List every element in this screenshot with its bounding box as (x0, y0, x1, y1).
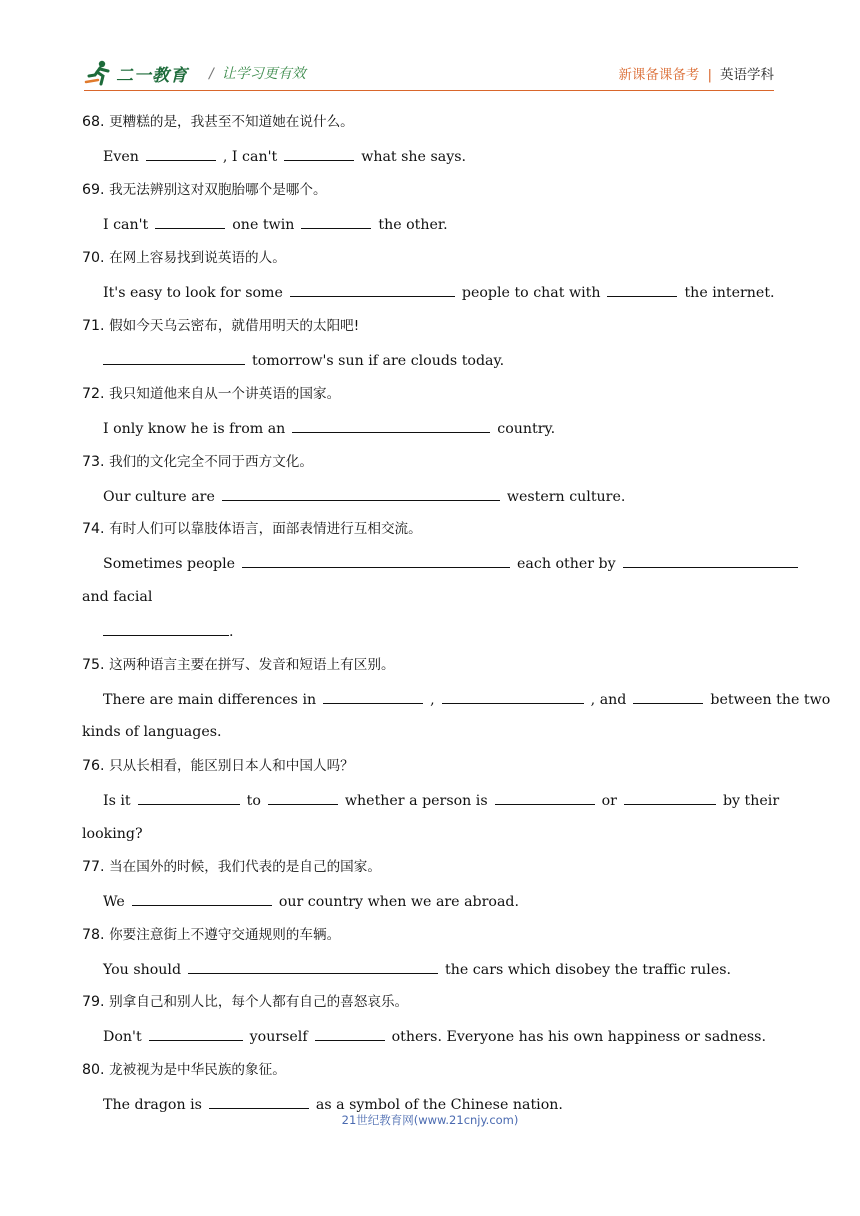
question-70-sentence (103, 283, 775, 302)
question-75-prompt (82, 656, 395, 674)
question-chinese: 我无法辨别这对双胞胎哪个是哪个。 (109, 182, 327, 198)
sentence-text: country. (497, 421, 556, 437)
question-80-prompt (82, 1061, 286, 1079)
answer-blank[interactable] (149, 1027, 243, 1041)
question-chinese: 这两种语言主要在拼写、发音和短语上有区别。 (109, 657, 395, 673)
header-tags (618, 63, 774, 83)
answer-blank[interactable] (284, 147, 354, 161)
sentence-text: people to chat with (461, 285, 601, 301)
question-76-sentence (103, 791, 779, 810)
sentence-text: by their (722, 793, 780, 809)
answer-blank[interactable] (301, 215, 371, 229)
question-73-sentence (103, 487, 625, 506)
sentence-text: There are main differences in (103, 692, 317, 708)
question-73-prompt (82, 453, 313, 471)
question-number: 77. (82, 859, 105, 875)
sentence-text: or (601, 793, 617, 809)
question-75-sentence (103, 690, 830, 709)
question-78-sentence (103, 960, 731, 979)
sentence-text: others. Everyone has his own happiness or sadness. (391, 1029, 766, 1045)
sentence-text: between the two (710, 692, 831, 708)
question-chinese: 别拿自己和别人比，每个人都有自己的喜怒哀乐。 (109, 994, 409, 1010)
question-number: 72. (82, 386, 105, 402)
question-number: 73. (82, 454, 105, 470)
sentence-text: I only know he is from an (103, 421, 286, 437)
question-69-prompt (82, 181, 327, 199)
question-chinese: 你要注意街上不遵守交通规则的车辆。 (109, 927, 341, 943)
sentence-text: our country when we are abroad. (278, 894, 520, 910)
question-75-continuation (82, 723, 222, 741)
answer-blank[interactable] (146, 147, 216, 161)
header-divider (84, 90, 774, 91)
question-number: 75. (82, 657, 105, 673)
question-number: 71. (82, 318, 105, 334)
sentence-text: , I can't (222, 149, 278, 165)
question-number: 80. (82, 1062, 105, 1078)
course-tag: 新课备课备考 (618, 67, 700, 83)
question-78-prompt (82, 926, 340, 944)
logo-text: 二一教育 (116, 65, 188, 86)
question-chinese: 我们的文化完全不同于西方文化。 (109, 454, 313, 470)
sentence-text: each other by (517, 556, 616, 572)
answer-blank[interactable] (155, 215, 225, 229)
answer-blank[interactable] (222, 487, 500, 501)
question-70-prompt (82, 249, 286, 267)
answer-blank[interactable] (623, 554, 798, 568)
answer-blank[interactable] (268, 791, 338, 805)
question-chinese: 假如今天乌云密布，就借用明天的太阳吧! (109, 318, 360, 334)
question-77-sentence (103, 892, 519, 911)
sentence-text: , (430, 692, 435, 708)
answer-blank[interactable] (633, 690, 703, 704)
sentence-text: Even (103, 149, 139, 165)
sentence-text: as a symbol of the Chinese nation. (315, 1097, 563, 1113)
sentence-text: The dragon is (103, 1097, 202, 1113)
sentence-text: the other. (378, 217, 448, 233)
runner-logo-icon (84, 58, 114, 88)
question-chinese: 我只知道他来自从一个讲英语的国家。 (109, 386, 341, 402)
question-chinese: 只从长相看，能区别日本人和中国人吗？ (109, 758, 354, 774)
sentence-text: Sometimes people (103, 556, 236, 572)
sentence-text: yourself (249, 1029, 308, 1045)
sentence-text: whether a person is (344, 793, 488, 809)
subject-label: 英语学科 (720, 67, 774, 83)
question-79-prompt (82, 993, 408, 1011)
question-chinese: 龙被视为是中华民族的象征。 (109, 1062, 286, 1078)
question-74-continuation (103, 622, 234, 641)
answer-blank[interactable] (188, 960, 438, 974)
sentence-text: Our culture are (103, 489, 215, 505)
answer-blank[interactable] (290, 283, 455, 297)
answer-blank[interactable] (442, 690, 584, 704)
answer-blank[interactable] (242, 554, 510, 568)
sentence-text: It's easy to look for some (103, 285, 283, 301)
slogan-separator: / (209, 66, 214, 82)
question-number: 76. (82, 758, 105, 774)
header-separator: | (707, 67, 712, 83)
question-68-sentence (103, 147, 466, 166)
sentence-text: one twin (232, 217, 295, 233)
page-footer: 21世纪教育网(www.21cnjy.com) (341, 1113, 519, 1127)
sentence-text: Is it (103, 793, 131, 809)
question-68-prompt (82, 113, 354, 131)
page-header (84, 58, 774, 92)
sentence-text: You should (103, 962, 182, 978)
question-chinese: 有时人们可以靠肢体语言，面部表情进行互相交流。 (109, 521, 422, 537)
logo (84, 58, 188, 88)
answer-blank[interactable] (495, 791, 595, 805)
answer-blank[interactable] (315, 1027, 385, 1041)
answer-blank[interactable] (292, 419, 490, 433)
sentence-text: . (229, 624, 234, 640)
answer-blank[interactable] (624, 791, 716, 805)
sentence-text: and facial (82, 589, 153, 605)
answer-blank[interactable] (138, 791, 240, 805)
question-number: 74. (82, 521, 105, 537)
answer-blank[interactable] (323, 690, 423, 704)
sentence-text: I can't (103, 217, 149, 233)
question-74-sentence (103, 554, 805, 573)
question-number: 70. (82, 250, 105, 266)
sentence-text: Don't (103, 1029, 142, 1045)
answer-blank[interactable] (103, 351, 245, 365)
question-chinese: 当在国外的时候，我们代表的是自己的国家。 (109, 859, 381, 875)
answer-blank[interactable] (607, 283, 677, 297)
question-number: 68. (82, 114, 105, 130)
question-76-continuation (82, 825, 143, 843)
question-chinese: 更糟糕的是，我甚至不知道她在说什么。 (109, 114, 354, 130)
question-69-sentence (103, 215, 448, 234)
question-74-prompt (82, 520, 422, 538)
question-72-prompt (82, 385, 340, 403)
question-77-prompt (82, 858, 381, 876)
sentence-text: the internet. (684, 285, 775, 301)
answer-blank[interactable] (132, 892, 272, 906)
answer-blank[interactable] (209, 1095, 309, 1109)
sentence-text: , and (590, 692, 627, 708)
question-74-continuation (82, 588, 152, 606)
sentence-text: what she says. (361, 149, 467, 165)
sentence-text: western culture. (506, 489, 626, 505)
question-72-sentence (103, 419, 555, 438)
sentence-text: the cars which disobey the traffic rules. (445, 962, 732, 978)
question-71-prompt (82, 317, 359, 335)
slogan-text: 让学习更有效 (221, 66, 306, 82)
question-71-sentence (103, 351, 504, 370)
question-number: 79. (82, 994, 105, 1010)
question-chinese: 在网上容易找到说英语的人。 (109, 250, 286, 266)
question-79-sentence (103, 1027, 766, 1046)
question-number: 78. (82, 927, 105, 943)
question-number: 69. (82, 182, 105, 198)
sentence-text: tomorrow's sun if are clouds today. (252, 353, 505, 369)
slogan (209, 63, 306, 83)
answer-blank[interactable] (103, 622, 229, 636)
sentence-text: kinds of languages. (82, 724, 222, 740)
sentence-text: We (103, 894, 125, 910)
question-76-prompt (82, 757, 354, 775)
sentence-text: looking? (82, 826, 143, 842)
sentence-text: to (246, 793, 261, 809)
